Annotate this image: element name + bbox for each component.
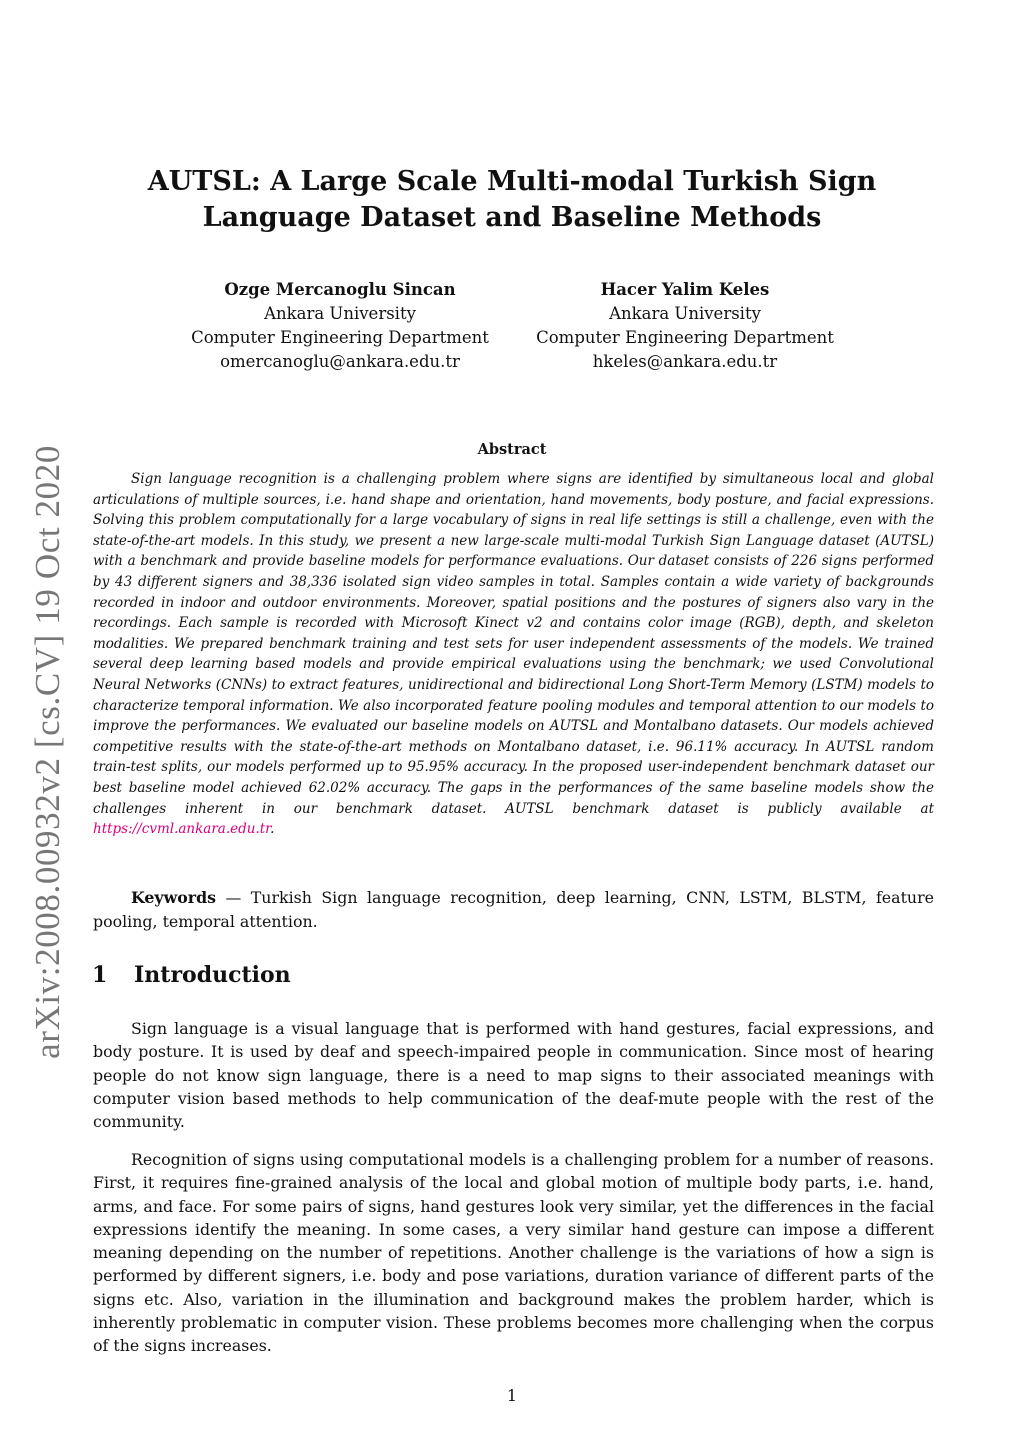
section-title: Introduction (134, 962, 291, 988)
author-block-1 (175, 278, 505, 374)
body-paragraph-2: Recognition of signs using computational models is a challenging problem for a number of reasons. First, it requires fine-grained analysis of the local and global motion of multiple body parts, i.e. hand, arms, and face. For some pairs of signs, hand gestures look very similar, yet the differences in the facial expressions identify the meaning. In some cases, a very similar hand gesture can impose a different meaning depending on the number of repetitions. Another challenge is the variations of how a sign is performed by different signers, i.e. body and pose variations, duration variance of different parts of the signs etc. Also, variation in the illumination and background makes the problem harder, which is inherently problematic in computer vision. These problems becomes more challenging when the corpus of the signs increases. (93, 1150, 934, 1356)
dataset-link[interactable]: https://cvml.ankara.edu.tr (93, 821, 271, 838)
keywords-text: — Turkish Sign language recognition, deep learning, CNN, LSTM, BLSTM, feature pooling, temporal attention. (93, 888, 934, 931)
section-number: 1 (92, 962, 108, 988)
author-name: Ozge Mercanoglu Sincan (224, 280, 456, 299)
author-affiliation: Ankara University (609, 304, 761, 323)
keywords (93, 886, 934, 934)
abstract-body (93, 469, 934, 840)
abstract-heading: Abstract (477, 441, 547, 458)
author-department: Computer Engineering Department (536, 328, 834, 347)
author-affiliation: Ankara University (264, 304, 416, 323)
keywords-label: Keywords (131, 888, 217, 907)
abstract-text: Sign language recognition is a challenging problem where signs are identified by simultaneous local and global articulations of multiple sources, i.e. hand shape and orientation, hand movements, body posture, and facial expressions. Solving this problem computationally for a large vocabulary of signs in real life settings is still a challenge, even with the state-of-the-art models. In this study, we present a new large-scale multi-modal Turkish Sign Language dataset (AUTSL) with a benchmark and provide baseline models for performance evaluations. Our dataset consists of 226 signs performed by 43 different signers and 38,336 isolated sign video samples in total. Samples contain a wide variety of backgrounds recorded in indoor and outdoor environments. Moreover, spatial positions and the postures of signers also vary in the recordings. Each sample is recorded with Microsoft Kinect v2 and contains color image (RGB), depth, and skeleton modalities. We prepared benchmark training and test sets for user independent assessments of the models. We trained several deep learning based models and provide empirical evaluations using the benchmark; we used Convolutional Neural Networks (CNNs) to extract features, unidirectional and bidirectional Long Short-Term Memory (LSTM) models to characterize temporal information. We also incorporated feature pooling modules and temporal attention to our models to improve the performances. We evaluated our baseline models on AUTSL and Montalbano datasets. Our models achieved competitive results with the state-of-the-art methods on Montalbano dataset, i.e. 96.11% accuracy. In AUTSL random train-test splits, our models performed up to 95.95% accuracy. In the proposed user-independent benchmark dataset our best baseline model achieved 62.02% accuracy. The gaps in the performances of the same baseline models show the challenges inherent in our benchmark dataset. AUTSL benchmark dataset is publicly available at (93, 471, 934, 817)
body-paragraph-1: Sign language is a visual language that is performed with hand gestures, facial expressions, and body posture. It is used by deaf and speech-impaired people in communication. Since most of hearing people do not know sign language, there is a need to map signs to their associated meanings with computer vision based methods to help communication of the deaf-mute people with the rest of the community. (93, 1019, 934, 1132)
arxiv-stamp (20, 445, 76, 1059)
paper-title (120, 164, 904, 236)
page-number: 1 (506, 1386, 518, 1405)
title-line-2: Language Dataset and Baseline Methods (202, 202, 822, 233)
abstract-end: . (270, 821, 275, 838)
author-department: Computer Engineering Department (191, 328, 489, 347)
author-block-2 (515, 278, 855, 374)
section-heading (92, 962, 291, 988)
title-line-1: AUTSL: A Large Scale Multi-modal Turkish Sign (147, 166, 877, 197)
author-name: Hacer Yalim Keles (600, 280, 770, 299)
author-email: omercanoglu@ankara.edu.tr (220, 352, 460, 371)
arxiv-stamp-text: arXiv:2008.00932v2 [cs.CV] 19 Oct 2020 (28, 445, 67, 1059)
author-email: hkeles@ankara.edu.tr (592, 352, 778, 371)
